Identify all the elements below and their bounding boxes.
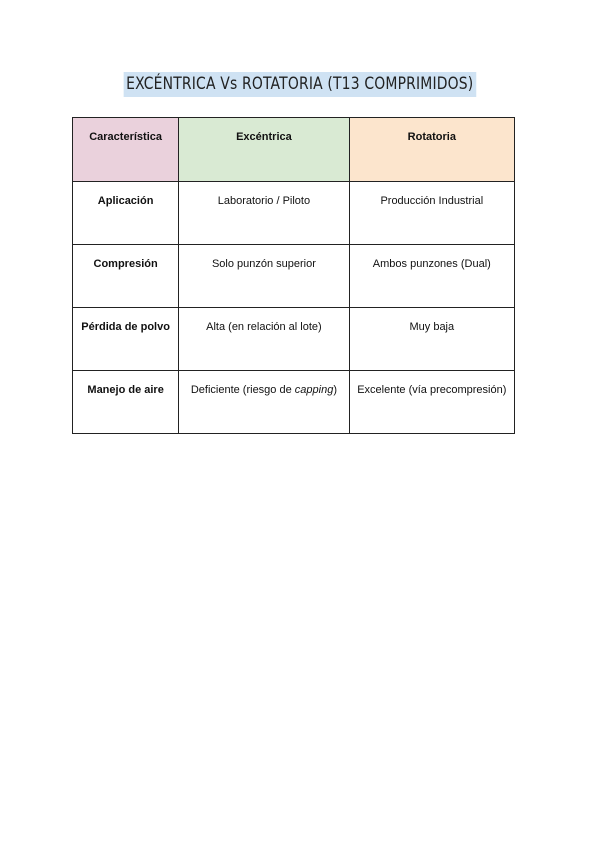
row-label-cell xyxy=(73,182,179,245)
page-title: EXCÉNTRICA Vs ROTATORIA (T13 COMPRIMIDOS) xyxy=(124,72,476,97)
table-row xyxy=(73,371,515,434)
excentrica-value: Alta (en relación al lote) xyxy=(206,321,322,333)
table-header-row xyxy=(73,118,515,182)
rotatoria-cell xyxy=(349,308,514,371)
excentrica-value: Laboratorio / Piloto xyxy=(217,195,311,207)
excentrica-value: Solo punzón superior xyxy=(211,258,316,270)
header-caracteristica xyxy=(73,118,179,182)
row-label-cell xyxy=(73,308,179,371)
table-row xyxy=(73,245,515,308)
excentrica-value-prefix: Deficiente (riesgo de xyxy=(190,384,295,396)
excentrica-cell xyxy=(179,182,349,245)
row-label: Aplicación xyxy=(97,195,154,207)
row-label: Manejo de aire xyxy=(87,384,164,396)
header-caracteristica-label: Característica xyxy=(89,131,162,143)
page-title-wrapper xyxy=(0,72,600,97)
rotatoria-value: Producción Industrial xyxy=(380,195,484,207)
rotatoria-value: Excelente (vía precompresión) xyxy=(357,384,507,396)
header-excentrica-label: Excéntrica xyxy=(236,131,292,143)
header-rotatoria-label: Rotatoria xyxy=(407,131,456,143)
header-excentrica xyxy=(179,118,349,182)
rotatoria-value: Ambos punzones (Dual) xyxy=(372,258,491,270)
header-rotatoria xyxy=(349,118,514,182)
table-row xyxy=(73,182,515,245)
excentrica-cell xyxy=(179,245,349,308)
excentrica-cell xyxy=(179,308,349,371)
table-row xyxy=(73,308,515,371)
rotatoria-cell xyxy=(349,182,514,245)
row-label-cell xyxy=(73,371,179,434)
rotatoria-cell xyxy=(349,371,514,434)
row-label: Pérdida de polvo xyxy=(81,321,170,333)
excentrica-value-suffix: ) xyxy=(333,384,337,396)
row-label: Compresión xyxy=(93,258,158,270)
excentrica-value-italic: capping xyxy=(294,384,334,396)
excentrica-value xyxy=(179,371,348,396)
rotatoria-cell xyxy=(349,245,514,308)
excentrica-cell xyxy=(179,371,349,434)
row-label-cell xyxy=(73,245,179,308)
comparison-table xyxy=(72,117,515,434)
rotatoria-value: Muy baja xyxy=(409,321,455,333)
